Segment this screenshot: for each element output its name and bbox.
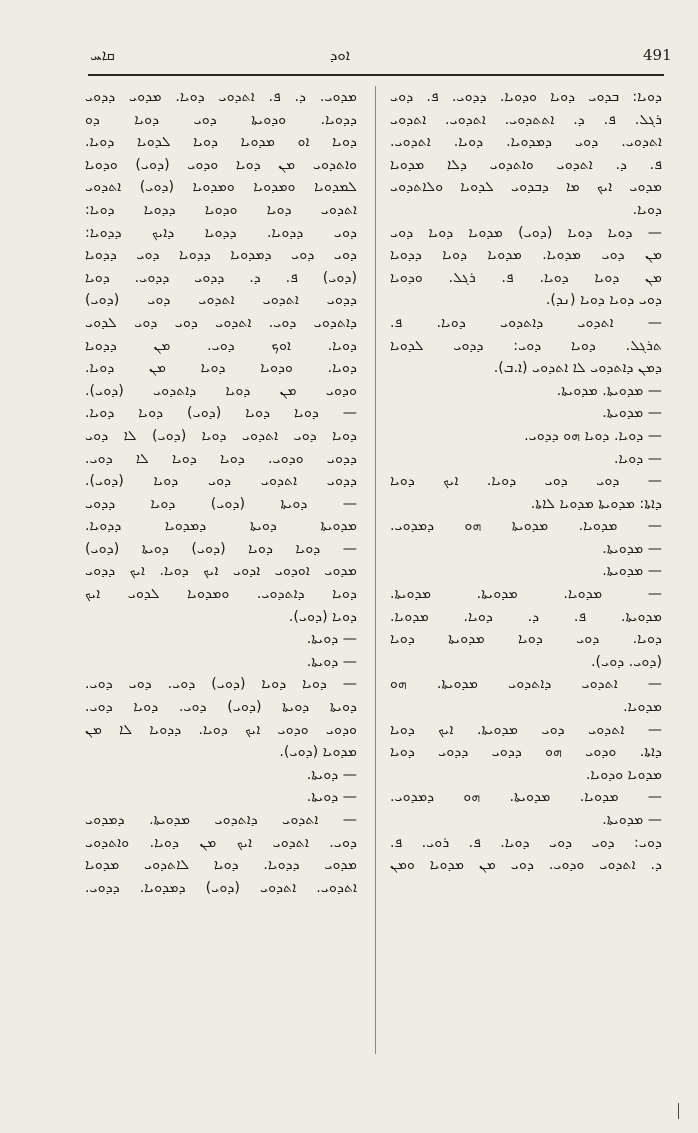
- text-line: — ܕܘܝܬܐ.: [306, 766, 357, 783]
- text-line: ܪܓܠ. ܦ. ܕ. ܐܬܬܕܘܝ. ܐܬܕܘܝ. ܐܬܕܘܝ: [390, 111, 662, 128]
- text-line: ܠܡܕܘܝܐ ܘܡܕܘܝܐ ܘܡܕܘܝܐ (ܕܘܝ) ܐܬܕܘܝ: [85, 179, 357, 196]
- text-line: ܡܕܘܝܐ (ܕܘܝ).: [279, 744, 357, 761]
- text-line: — ܐܬܕܘܝ ܕܘܝ ܡܕܘܝܬܐ. ܐܝܟ ܕܘܝܐ: [390, 721, 662, 738]
- text-line: ܕܐܬܐ. ܘܕܘܝ ܗܘ ܕܕܘܝ ܕܕܘܝ ܕܘܝܐ: [390, 744, 662, 761]
- text-line: ܦ. ܕ. ܐܬܕܘܝ ܘܐܬܕܘܝ ܕܠܐ ܡܕܘܝܐ: [390, 156, 662, 173]
- text-line: ܡܕܘܝܐ.: [623, 699, 662, 716]
- column-divider: [375, 86, 376, 1054]
- text-line: ܕܕܘܝ ܘܕܘܝ. ܕܘܝܐ ܕܘܝܐ ܠܐ ܕܘܝ.: [85, 450, 357, 467]
- text-line: — ܡܕܘܝܬܐ.: [602, 812, 662, 828]
- text-line: ܡܕܘܝܐ ܘܕܘܝܐ.: [585, 766, 662, 783]
- text-line: — ܡܕܘܝܬܐ.: [602, 540, 662, 557]
- page-label-left: ܩܐܚ: [90, 46, 115, 64]
- text-line: ܘܕܘܝ ܡܢ ܕܘܝܐ ܕܐܬܕܘܝ (ܕܘܝ).: [85, 382, 357, 399]
- text-line: — ܡܕܘܝܬܐ.: [602, 405, 662, 422]
- text-line: ܡܢ ܕܘܝ ܡܕܘܝܐ. ܡܕܘܝܐ ܕܘܝܐ ܕܕܘܝܐ: [390, 247, 662, 264]
- text-line: — ܐܬܕܘܝ ܕܐܬܕܘܝ ܕܘܝܐ. ܦ.: [390, 314, 662, 331]
- text-line: ܕܘܝܐ. ܘܕܘܝܐ ܕܘܝܐ ܡܢ ܕܘܝܐ.: [85, 360, 357, 377]
- text-line: ܐܬܕܘܝ ܕܘܝܐ ܘܕܘܝܐ ܕܕܘܝܐ ܕܘܝܐ:: [85, 201, 357, 218]
- text-line: — ܡܕܘܝܐ. ܡܕܘܝܬܐ. ܡܕܘܝܬܐ.: [390, 586, 662, 603]
- text-line: ܕܐܬܕܘܝ ܕܘܝ. ܐܬܕܘܝ ܕܘܝ ܕܘܝ ܠܕܘܝ: [85, 314, 357, 331]
- text-line: ܕܡܢ ܕܐܬܕܘܝ ܠܐ ܐܬܕܘܝ (ܐ.ܒ).: [493, 360, 662, 377]
- left-column: [85, 86, 357, 899]
- text-line: — ܕܘܝ ܕܘܝ ܕܘܝܐ. ܐܝܟ ܕܘܝܐ: [390, 473, 662, 490]
- text-line: — ܡܕܘܝܬܐ.: [602, 563, 662, 580]
- text-line: ܡܕܘܝ ܐܘܕܘܝ ܐܕܘܝ ܐܝܟ ܕܘܝܐ. ܐܝܟ ܕܕܘܝ: [85, 563, 357, 580]
- text-line: (ܕܘܝ) ܦ. ܕ. ܕܕܘܝ ܕܕܘܝ. ܕܘܝܐ: [85, 269, 357, 286]
- running-title: ܐܘܕ: [330, 46, 350, 64]
- text-line: ܡܕܘܝܬܐ ܕܘܝܬܐ ܕܡܕܘܝܐ ܕܕܘܝܐ.: [85, 518, 357, 535]
- text-line: — ܕܘܝܐ.: [613, 450, 662, 467]
- text-line: ܕܘܝܐ. ܐܘܟ ܕܘܝ. ܡܢ ܕܕܘܝܐ: [85, 337, 357, 354]
- text-line: ܕܘܝܐ ܕܐܬܕܘܝ. ܘܡܕܘܝܐ ܠܕܘܝ ܐܝܟ: [85, 586, 357, 603]
- text-line: ܕܘܝܐ ܐܘ ܡܕܘܝܐ ܕܘܝܐ ܠܕܘܝܐ ܕܘܝܐ.: [85, 134, 357, 151]
- text-line: — ܡܕܘܝܬܐ. ܡܕܘܝܬܐ.: [556, 382, 662, 399]
- text-line: ܡܕܘܝ. ܕ. ܦ. ܐܬܕܘܝ ܕܘܝܐ. ܡܕܘܝ ܕܕܘܝ: [85, 89, 357, 105]
- text-line: ܕܘܝ: ܕܘܝ ܕܘܝ ܕܘܝܐ. ܦ. ܪܘܝ. ܦ.: [390, 834, 662, 851]
- header-rule: [88, 74, 664, 76]
- text-line: ܡܕܘܝܬܐ. ܦ. ܕ. ܕܘܝܐ. ܡܕܘܝܐ.: [390, 608, 662, 625]
- text-line: — ܕܘܝܬܐ.: [306, 653, 357, 670]
- text-line: — ܡܕܘܝܐ. ܡܕܘܝܬܐ ܗܘ ܕܡܕܘܝ.: [390, 518, 662, 535]
- text-line: — ܕܘܝܬܐ.: [306, 789, 357, 806]
- text-line: ܕܕܘܝܐ. ܘܕܘܝܬܐ ܕܘܝ ܕܘܝܐ ܕܘ: [85, 111, 357, 128]
- text-line: ܕܘܝܬܐ ܕܘܝܬܐ (ܕܘܝ) ܕܘܝ. ܕܘܝܐ ܕܘܝ.: [85, 699, 357, 716]
- text-line: ܕܘܝ ܕܘܝܐ ܕܘܝܐ (ܢܕ).: [545, 292, 662, 309]
- page-number: 491: [643, 46, 672, 64]
- text-line: — ܕܘܝܬܐ.: [306, 631, 357, 648]
- text-line: ܕܘܝ ܕܘܝ ܕܡܕܘܝܐ ܕܕܘܝܐ ܕܘܝ ܕܕܘܝܐ: [85, 247, 357, 264]
- text-line: ܕܘܝܐ (ܕܘܝ).: [288, 608, 357, 625]
- text-line: ܕܘܝܐ ܕܘܝ ܐܬܕܘܝ ܕܘܝܐ (ܕܘܝ) ܠܐ ܕܘܝ: [85, 427, 357, 444]
- text-line: — ܕܘܝܬܐ (ܕܘܝ) ܕܘܝܐ ܕܕܘܝ: [85, 495, 357, 512]
- text-line: ܡܢ ܕܘܝܐ ܕܘܝܐ. ܦ. ܪܓܠ. ܘܕܘܝܐ: [390, 269, 662, 286]
- text-line: ܘܐܬܕܘܝ ܡܢ ܕܘܝܐ ܘܕܘܝ (ܕܘܝ) ܘܕܘܝܐ: [85, 156, 357, 173]
- text-line: (ܕܘܝ. ܕܘܝ).: [591, 653, 662, 670]
- text-line: — ܐܬܕܘܝ ܕܐܬܕܘܝ ܡܕܘܝܬܐ. ܕܡܕܘܝ: [85, 812, 357, 828]
- text-line: ܘܕܘܝ ܘܕܘܝ ܐܝܟ ܕܘܝܐ. ܕܕܘܝܐ ܠܐ ܡܢ: [85, 721, 357, 738]
- text-line: — ܕܘܝܐ ܕܘܝܐ (ܕܘܝ) ܡܕܘܝܐ ܕܘܝܐ ܕܘܝ: [390, 224, 662, 241]
- text-line: ܕܘܝܐ. ܕܘܝ ܕܘܝܐ ܡܕܘܝܬܐ ܕܘܝܐ: [390, 631, 662, 648]
- text-line: ܕܘܝ ܕܕܘܝܐ. ܕܕܘܝܐ ܕܐܝܟ ܕܕܘܝܐ:: [85, 224, 357, 241]
- text-line: ܕܕܘܝ ܐܬܕܘܝ ܐܬܕܘܝ ܕܘܝ (ܕܘܝ): [85, 292, 357, 309]
- margin-mark: [678, 1103, 679, 1119]
- right-column: [390, 86, 662, 877]
- text-line: ܡܕܘܝ ܐܝܟ ܡܐ ܕܒܕܘܝ ܠܕܘܝܐ ܘܠܐܬܕܘܝ: [390, 179, 662, 196]
- text-line: — ܕܘܝܐ ܕܘܝܐ (ܕܘܝ) ܕܘܝܐ ܕܘܝܐ.: [85, 405, 357, 422]
- page-header: [0, 40, 698, 70]
- text-line: — ܕܘܝܐ ܕܘܝܐ (ܕܘܝ) ܕܘܝܬܐ (ܕܘܝ): [85, 540, 357, 557]
- text-line: — ܡܕܘܝܐ. ܡܕܘܝܬܐ. ܗܘ ܕܡܕܘܝ.: [390, 789, 662, 806]
- text-line: ܕܘܝܐ: ܒܕܘܝ ܕܘܝܐ ܘܕܘܝܐ. ܕܕܘܝ. ܦ. ܕܘܝ: [390, 89, 662, 105]
- text-line: — ܐܬܕܘܝ ܕܐܬܕܘܝ ܡܕܘܝܬܐ. ܗܘ: [390, 676, 662, 693]
- text-line: ܐܬܕܘܝ. ܕܘܝ ܕܡܕܘܝܐ. ܕܘܝܐ. ܐܬܕܘܝ.: [390, 134, 662, 151]
- text-line: ܐܬܕܘܝ. ܐܬܕܘܝ (ܕܘܝ) ܕܡܕܘܝܐ. ܕܕܘܝ.: [85, 879, 357, 896]
- text-line: ܕܘܝ. ܐܬܕܘܝ ܐܝܟ ܡܢ ܕܘܝܐ. ܘܐܬܕܘܝ: [85, 834, 357, 851]
- text-line: ܕܘܝܐ.: [632, 201, 662, 218]
- text-line: ܬܪܓܠ. ܕܘܝܐ ܕܘܝ: ܕܕܘܝ ܠܕܘܝܐ: [390, 337, 662, 354]
- text-line: — ܕܘܝܐ ܕܘܝܐ (ܕܘܝ) ܕܘܝ. ܕܘܝ ܕܘܝ.: [85, 676, 357, 693]
- text-line: ܕܐܬܐ: ܡܕܘܝܬܐ ܡܕܘܝܐ ܠܐܬܐ.: [530, 495, 662, 512]
- text-line: ܕ. ܐܬܕܘܝ ܘܕܘܝ. ܕܘܝ ܡܢ ܡܕܘܝܐ ܘܡܢ: [390, 857, 662, 874]
- text-line: — ܕܘܝܐ. ܕܘܝܐ ܗܘ ܕܕܘܝ.: [524, 427, 662, 444]
- text-line: ܕܕܘܝ ܐܬܕܘܝ ܕܘܝ ܕܘܝܐ (ܕܘܝ).: [85, 473, 357, 490]
- text-line: ܡܕܘܝ ܕܕܘܝܐ. ܕܘܝܐ ܠܐܬܕܘܝ ܡܕܘܝܐ: [85, 857, 357, 874]
